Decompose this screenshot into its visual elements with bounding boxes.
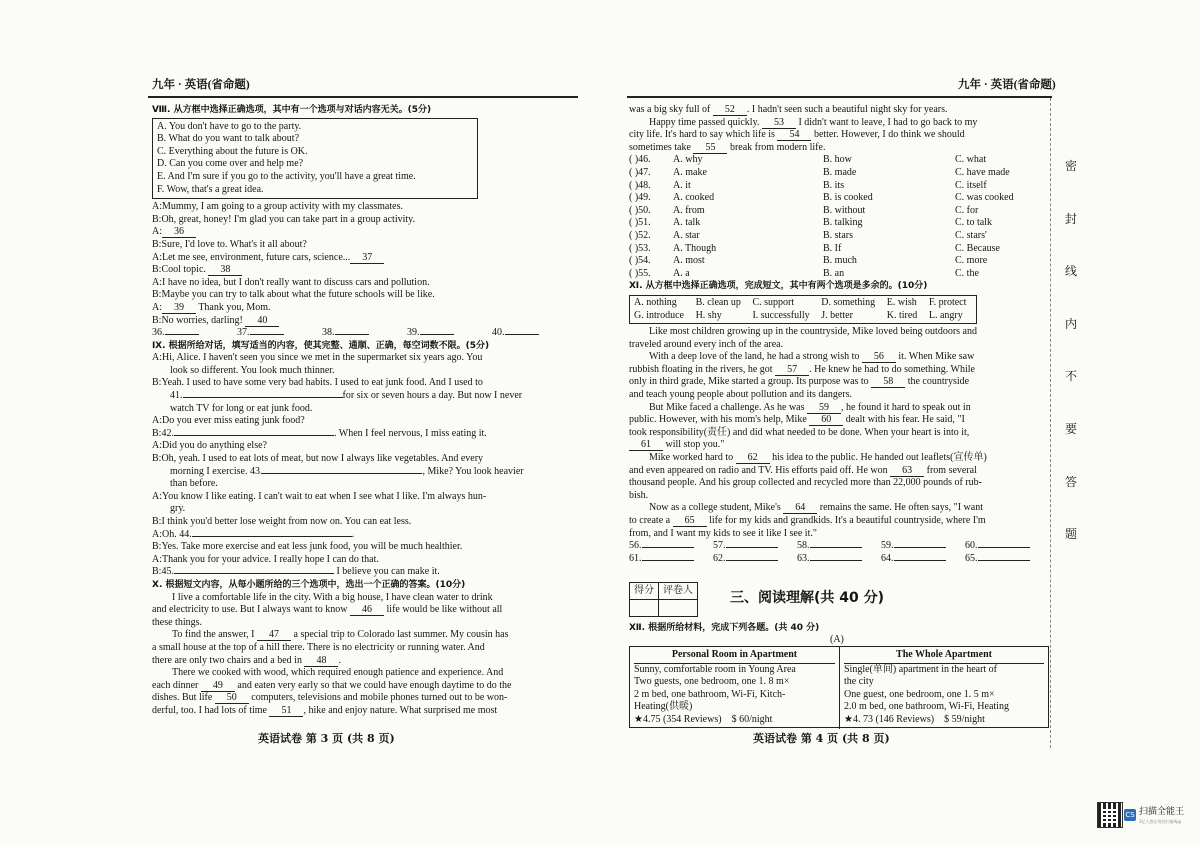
listing-title: The Whole Apartment (844, 649, 1044, 664)
question-47[interactable]: ( )47. A. make B. made C. have made (629, 166, 1010, 178)
dialogue-line: B:Yeah. I used to have some very bad habits. I used to eat junk food. And I used to (152, 377, 483, 389)
section-9-title: Ⅸ. 根据所给对话，填写适当的内容，使其完整、通顺、正确，每空词数不限。(5分) (152, 340, 490, 351)
passage-line: Now as a college student, Mike's 64 remains the same. He often says, "I want (649, 502, 983, 514)
blank-37[interactable]: 37 (350, 252, 384, 264)
option-d: D. Can you come over and help me? (157, 158, 304, 170)
blank-65[interactable]: 65 (673, 515, 707, 527)
answer-slot-64[interactable]: 64. (881, 553, 965, 566)
seal-char: 线 (1064, 264, 1077, 279)
blank-50[interactable]: 50 (215, 692, 249, 704)
word-option: I. successfully (752, 309, 810, 321)
dialogue-line: 41. for six or seven hours a day. But now I never (170, 390, 523, 402)
listing-line: 2 m bed, one bathroom, Wi-Fi, Kitch- (634, 688, 786, 700)
blank-62[interactable]: 62 (736, 452, 770, 464)
dialogue-line: B:Cool topic. 38 (152, 264, 577, 277)
blank-55[interactable]: 55 (693, 142, 727, 154)
word-option: C. support (752, 296, 795, 308)
option-b: B. What do you want to talk about? (157, 133, 300, 145)
listing-whole-apartment (839, 647, 1048, 729)
passage-line: only in third grade, Mike started a group. Its purpose was to 58 the countryside (629, 376, 970, 388)
dialogue-line: B:Sure, I'd love to. What's it all about? (152, 238, 307, 250)
dialogue-line: A:Mummy, I am going to a group activity with my classmates. (152, 201, 403, 213)
apartment-listings (629, 646, 1049, 728)
dialogue-line: B:Oh, yeah. I used to eat lots of meat, but now I always like vegetables. And every (152, 453, 484, 465)
question-50[interactable]: ( )50. A. from B. without C. for (629, 204, 979, 216)
dialogue-line: B:No worries, darling! 40 (152, 315, 577, 328)
passage-line: bish. (629, 489, 649, 501)
word-option: K. tired (886, 309, 918, 321)
listing-title: Personal Room in Apartment (634, 649, 835, 664)
dialogue-line: gry. (170, 503, 186, 515)
binding-line (1050, 98, 1051, 748)
part-3-heading: 三、阅读理解(共 40 分) (730, 590, 885, 606)
grader-cell[interactable] (659, 600, 698, 617)
word-option: A. nothing (634, 296, 677, 308)
dialogue-line: morning I exercise. 43. , Mike? You look heavier (170, 465, 524, 477)
dialogue-line: B:Yes. Take more exercise and eat less junk food, you will be much healthier. (152, 541, 463, 553)
section-10-title: Ⅹ. 根据短文内容，从每小题所给的三个选项中，选出一个正确的答案。(10分) (152, 579, 466, 590)
answer-slot-62[interactable]: 62. (713, 553, 797, 566)
seal-char: 不 (1064, 369, 1077, 384)
passage-line: But Mike faced a challenge. As he was 59 , he found it hard to speak out in (649, 401, 971, 413)
dialogue-line: B:I think you'd better lose weight from now on. You can eat less. (152, 516, 412, 527)
header-left: 九年 · 英语(省命题) (152, 79, 250, 91)
word-option: H. shy (695, 309, 722, 321)
question-51[interactable]: ( )51. A. talk B. talking C. to talk (629, 217, 992, 229)
blank-58[interactable]: 58 (871, 376, 905, 388)
answer-slot-59[interactable]: 59. (881, 540, 965, 553)
answer-slot-39[interactable]: 39. (407, 327, 492, 340)
page-4 (629, 104, 1049, 565)
blank-60[interactable]: 60 (809, 414, 843, 426)
listing-rating-price: ★4. 73 (146 Reviews) $ 59/night (844, 713, 985, 725)
passage-line: and even appeared on radio and TV. His efforts paid off. He won 63 from several (629, 464, 977, 476)
blank-40[interactable]: 40 (245, 315, 279, 327)
blank-48[interactable]: 48 (304, 655, 338, 667)
option-a: A. You don't have to go to the party. (157, 120, 302, 132)
passage-line: Mike worked hard to 62 his idea to the public. He handed out leaflets(宣传单) (649, 452, 987, 464)
dialogue-line: A:Let me see, environment, future cars, science... 37 (152, 252, 577, 265)
dialogue-line: watch TV for long or eat junk food. (170, 402, 313, 414)
passage-line: a small house at the top of a hill there. There is no electricity or running water. And (152, 641, 485, 653)
blank-47[interactable]: 47 (257, 629, 291, 641)
header-rule-right (627, 96, 1052, 98)
qr-code-icon (1097, 802, 1123, 828)
seal-char: 密 (1064, 159, 1077, 173)
section-11-passage (629, 326, 1049, 540)
camscanner-logo-icon: CS (1125, 810, 1135, 819)
dialogue-line: B:Maybe you can try to talk about what the future schools will be like. (152, 289, 435, 301)
dialogue-line: than before. (170, 478, 218, 490)
dialogue-line: A:Hi, Alice. I haven't seen you since we met in the supermarket six years ago. You (152, 352, 483, 364)
section-10-passage (152, 592, 577, 718)
passage-line: derful, too. I had lots of time 51 , hike and enjoy nature. What surprised me most (152, 704, 498, 716)
blank-46[interactable]: 46 (350, 604, 384, 616)
header-right: 九年 · 英语(省命题) (958, 79, 1056, 91)
section-8-title: Ⅷ. 从方框中选择正确选项，其中有一个选项与对话内容无关。(5分) (152, 105, 432, 115)
option-f: F. Wow, that's a great idea. (157, 183, 264, 195)
header-rule-left (148, 96, 578, 98)
answer-slot-58[interactable]: 58. (797, 540, 881, 553)
listing-line: One guest, one bedroom, one 1. 5 m× (844, 688, 995, 700)
question-54[interactable]: ( )54. A. most B. much C. more (629, 255, 988, 267)
passage-line: thousand people. And his group collected and recycled more than 22,000 pounds of rub- (629, 477, 982, 489)
seal-char: 内 (1064, 316, 1077, 331)
blank-39[interactable]: 39 (162, 302, 196, 314)
answer-slot-65[interactable]: 65. (965, 553, 1049, 566)
score-table (629, 582, 698, 617)
passage-line: With a deep love of the land, he had a strong wish to 56 it. When Mike saw (649, 351, 975, 363)
question-48[interactable]: ( )48. A. it B. its C. itself (629, 179, 987, 191)
passage-line: To find the answer, I 47 a special trip to Colorado last summer. My cousin has (172, 629, 509, 641)
word-option: D. something (821, 296, 876, 308)
answer-slot-56[interactable]: 56. (629, 540, 713, 553)
blank-52[interactable]: 52 (713, 104, 747, 116)
listing-line: 2.0 m bed, one bathroom, Wi-Fi, Heating (844, 701, 1009, 713)
passage-line: these things. (152, 616, 202, 628)
blank-42[interactable] (174, 435, 334, 436)
blank-57[interactable]: 57 (775, 364, 809, 376)
answer-slot-57[interactable]: 57. (713, 540, 797, 553)
option-c: C. Everything about the future is OK. (157, 145, 308, 157)
listing-personal-room (630, 647, 839, 729)
question-49[interactable]: ( )49. A. cooked B. is cooked C. was cooked (629, 192, 1014, 204)
blank-51[interactable]: 51 (269, 705, 303, 717)
blank-43[interactable] (262, 473, 422, 474)
listing-line: the city (844, 676, 874, 688)
scanner-watermark (1124, 806, 1184, 824)
grader-label: 评卷人 (659, 583, 698, 600)
passage-line: and teach young people about pollution and its dangers. (629, 389, 853, 401)
page-3 (152, 104, 577, 718)
section-8-options-box (152, 118, 478, 200)
passage-line: rubbish floating in the rivers, he got 57 . He knew he had to do something. While (629, 363, 975, 375)
word-option: J. better (821, 309, 853, 321)
blank-59[interactable]: 59 (807, 402, 841, 414)
section-11-options-box (629, 295, 977, 324)
footer-page-4: 英语试卷 第 4 页 (共 8 页) (753, 732, 890, 745)
blank-45[interactable] (174, 573, 334, 574)
passage-line: and electricity to use. But I always want to know 46 life would be like without all (152, 604, 503, 616)
blank-44[interactable] (192, 536, 352, 537)
answer-slot-60[interactable]: 60. (965, 540, 1049, 553)
dialogue-line: A:Did you do anything else? (152, 440, 267, 452)
listing-rating-price: ★4.75 (354 Reviews) $ 60/night (634, 713, 773, 725)
passage-line: 61 will stop you." (629, 439, 1049, 452)
blank-49[interactable]: 49 (201, 680, 235, 692)
passage-line: traveled around every inch of the area. (629, 338, 784, 350)
blank-41[interactable] (183, 397, 343, 398)
blank-54[interactable]: 54 (777, 129, 811, 141)
listing-line: Heating(供暖) (634, 701, 693, 713)
dialogue-line: A:Do you ever miss eating junk food? (152, 415, 305, 427)
scanner-tagline: 3亿人都在用的扫描App (1139, 818, 1182, 824)
word-option: L. angry (928, 309, 963, 321)
seal-char: 要 (1064, 421, 1077, 436)
footer-page-3: 英语试卷 第 3 页 (共 8 页) (258, 732, 395, 745)
section-11-answer-lines (629, 540, 1049, 565)
passage-line: to create a 65 life for my kids and grandkids. It's a beautiful countryside, where I'm (629, 515, 986, 526)
passage-line: public. However, with his mom's help, Mike 60 dealt with his fear. He said, "I (629, 414, 965, 426)
dialogue-line: B:Oh, great, honey! I'm glad you can take part in a group activity. (152, 213, 416, 225)
passage-line: was a big sky full of 52 . I hadn't seen such a beautiful night sky for years. (629, 104, 948, 115)
dialogue-line: A: 36 (152, 226, 577, 239)
answer-slot-37[interactable]: 37. (237, 327, 322, 340)
dialogue-line: A:You know I like eating. I can't wait to eat when I see what I like. I'm always hun- (152, 490, 487, 502)
sealing-line-notice (1060, 160, 1082, 541)
section-8-dialogue (152, 201, 577, 327)
score-cell[interactable] (630, 600, 659, 617)
answer-slot-61[interactable]: 61. (629, 553, 713, 566)
dialogue-line: A:Oh. 44. . (152, 528, 355, 540)
word-option: E. wish (886, 296, 917, 308)
seal-char: 题 (1064, 527, 1077, 542)
passage-line: Like most children growing up in the countryside, Mike loved being outdoors and (649, 326, 977, 338)
listing-line: Single(单间) apartment in the heart of (844, 663, 998, 675)
blank-63[interactable]: 63 (890, 465, 924, 477)
passage-line: There we cooked with wood, which required enough patience and experience. And (172, 667, 504, 679)
section-9-dialogue (152, 352, 577, 579)
options-46-55 (629, 154, 1049, 280)
blank-56[interactable]: 56 (862, 351, 896, 363)
passage-line: Happy time passed quickly. 53 I didn't want to leave, I had to go back to my (649, 116, 978, 128)
passage-a-label: (A) (830, 634, 844, 645)
answer-slot-36[interactable]: 36. (152, 327, 237, 340)
passage-line: I live a comfortable life in the city. With a big house, I have clean water to drink (172, 591, 493, 603)
blank-61[interactable]: 61 (629, 439, 663, 451)
passage-line: took responsibility(责任) and did what needed to be done. When your heart is into it, (629, 426, 970, 438)
seal-char: 答 (1064, 474, 1077, 489)
dialogue-line: B:45. I believe you can make it. (152, 566, 440, 578)
listing-line: Sunny, comfortable room in Young Area (634, 663, 796, 675)
option-e: E. And I'm sure if you go to the activity, you'll have a great time. (157, 170, 416, 182)
dialogue-line: B:42. . When I feel nervous, I miss eating it. (152, 427, 487, 439)
question-46[interactable]: ( )46. A. why B. how C. what (629, 154, 987, 166)
seal-char: 封 (1064, 211, 1077, 226)
listing-line: Two guests, one bedroom, one 1. 8 m× (634, 676, 790, 688)
blank-53[interactable]: 53 (762, 117, 796, 129)
question-53[interactable]: ( )53. A. Though B. If C. Because (629, 242, 1000, 254)
passage-line: from, and I want my kids to see it like I see it." (629, 527, 817, 539)
passage-line: sometimes take 55 break from modern life. (629, 141, 826, 153)
section-11-title: Ⅺ. 从方框中选择正确选项，完成短文，其中有两个选项是多余的。(10分) (629, 281, 928, 292)
word-option: G. introduce (634, 309, 684, 321)
passage-line: there are only two chairs and a bed in 48 . (152, 654, 341, 666)
section-12-title: Ⅻ. 根据所给材料，完成下列各题。(共 40 分) (629, 623, 820, 633)
dialogue-line: look so different. You look much thinner. (170, 364, 335, 376)
blank-38[interactable]: 38 (208, 264, 242, 276)
scanner-app-name: 扫描全能王 (1139, 807, 1185, 817)
dialogue-line: A:Thank you for your advice. I really hope I can do that. (152, 553, 379, 565)
blank-36[interactable]: 36 (162, 226, 196, 238)
question-52[interactable]: ( )52. A. star B. stars C. stars' (629, 229, 987, 241)
question-55[interactable]: ( )55. A. a B. an C. the (629, 267, 979, 279)
passage-line: each dinner 49 and eaten very early so that we could have enough daytime to do the (152, 679, 512, 691)
word-option: F. protect (928, 296, 967, 308)
answer-slot-38[interactable]: 38. (322, 327, 407, 340)
answer-slot-63[interactable]: 63. (797, 553, 881, 566)
word-option: B. clean up (695, 296, 741, 308)
dialogue-line: A:I have no idea, but I don't really want to discuss cars and pollution. (152, 276, 430, 288)
blank-64[interactable]: 64 (783, 502, 817, 514)
section-8-answer-line (152, 327, 577, 340)
passage-line: city life. It's hard to say which life is 54 better. However, I do think we should (629, 129, 965, 141)
passage-line: dishes. But life 50 computers, televisions and mobile phones turned out to be won- (152, 692, 508, 704)
dialogue-line: A: 39 Thank you, Mom. (152, 301, 271, 313)
score-label: 得分 (630, 583, 659, 600)
answer-slot-40[interactable]: 40. (492, 327, 577, 340)
